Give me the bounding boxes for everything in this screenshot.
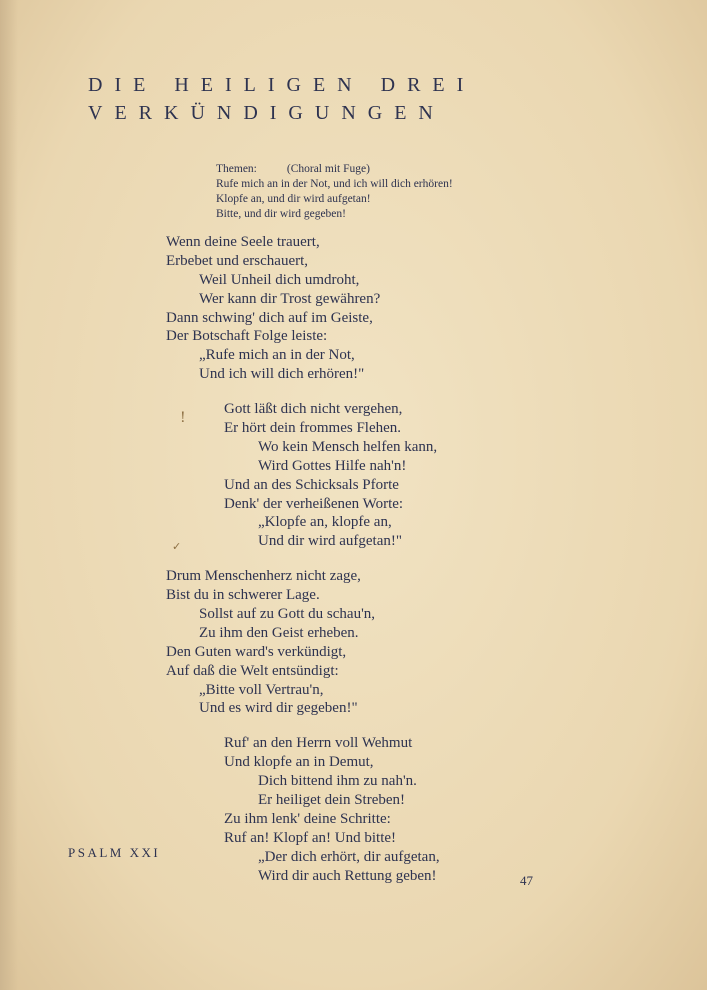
verse-line: Ruf an! Klopf an! Und bitte! (224, 829, 397, 846)
verse-line: Auf daß die Welt entsündigt: (166, 662, 339, 679)
verse-line: Zu ihm den Geist erheben. (199, 624, 359, 641)
verse-line: Und ich will dich erhören!" (199, 366, 365, 383)
verse-line: Wo kein Mensch helfen kann, (258, 438, 438, 455)
verse-line: „Der dich erhört, dir aufgetan, (258, 848, 440, 865)
verse-line: Denk' der verheißenen Worte: (224, 495, 404, 512)
verse-line: Wenn deine Seele trauert, (166, 234, 320, 250)
verse-line: Und klopfe an in Demut, (224, 754, 374, 771)
verse-line: Wer kann dir Trost gewähren? (199, 290, 381, 307)
verse-line: Dann schwing' dich auf im Geiste, (166, 309, 373, 326)
verse-line: Und an des Schicksals Pforte (224, 476, 399, 493)
verse-line: Wird dir auch Rettung geben! (258, 867, 437, 884)
verse-line: Erbebet und erschauert, (166, 252, 309, 269)
verse-line: Sollst auf zu Gott du schau'n, (199, 606, 376, 623)
theme-line: Bitte, und dir wird gegeben! (216, 208, 346, 220)
verse-line: Den Guten ward's verkündigt, (166, 643, 347, 660)
verse-line: Und dir wird aufgetan!" (258, 533, 402, 550)
page-number: 47 (520, 873, 533, 888)
pencil-mark: ✓ (172, 540, 182, 553)
verse-line: Er heiliget dein Streben! (258, 792, 406, 809)
themes-note: (Choral mit Fuge) (286, 163, 370, 175)
verse-line: Bist du in schwerer Lage. (166, 587, 320, 604)
verse-line: „Klopfe an, klopfe an, (258, 514, 392, 531)
verse-line: „Rufe mich an in der Not, (199, 347, 355, 364)
verse-line: Weil Unheil dich umdroht, (199, 271, 360, 288)
stanza-4 (0, 734, 707, 885)
poem (0, 233, 707, 902)
theme-line: Klopfe an, und dir wird aufgetan! (216, 193, 371, 205)
verse-line: Und es wird dir gegeben!" (199, 700, 358, 717)
verse-line: Er hört dein frommes Flehen. (224, 420, 402, 437)
psalm-reference: PSALM XXI (68, 845, 161, 860)
title-line-1: DIE HEILIGEN DREI (88, 74, 476, 96)
verse-line: Drum Menschenherz nicht zage, (166, 568, 361, 585)
verse-line: Der Botschaft Folge leiste: (166, 328, 328, 345)
verse-line: Dich bittend ihm zu nah'n. (258, 773, 417, 790)
stanza-3 (0, 567, 707, 718)
title-line-2: VERKÜNDIGUNGEN (88, 102, 445, 124)
stanza-1 (0, 233, 707, 384)
verse-line: Wird Gottes Hilfe nah'n! (258, 457, 407, 474)
themes-header (216, 162, 453, 177)
theme-line: Rufe mich an in der Not, und ich will dich erhören! (216, 178, 453, 190)
pencil-mark: ! (180, 410, 186, 426)
themes-block (216, 162, 453, 222)
verse-line: Gott läßt dich nicht vergehen, (224, 401, 403, 418)
themes-label: Themen: (216, 163, 257, 175)
verse-line: „Bitte voll Vertrau'n, (199, 681, 324, 698)
stanza-2 (0, 400, 707, 551)
verse-line: Zu ihm lenk' deine Schritte: (224, 810, 391, 827)
verse-line: Ruf' an den Herrn voll Wehmut (224, 735, 413, 752)
